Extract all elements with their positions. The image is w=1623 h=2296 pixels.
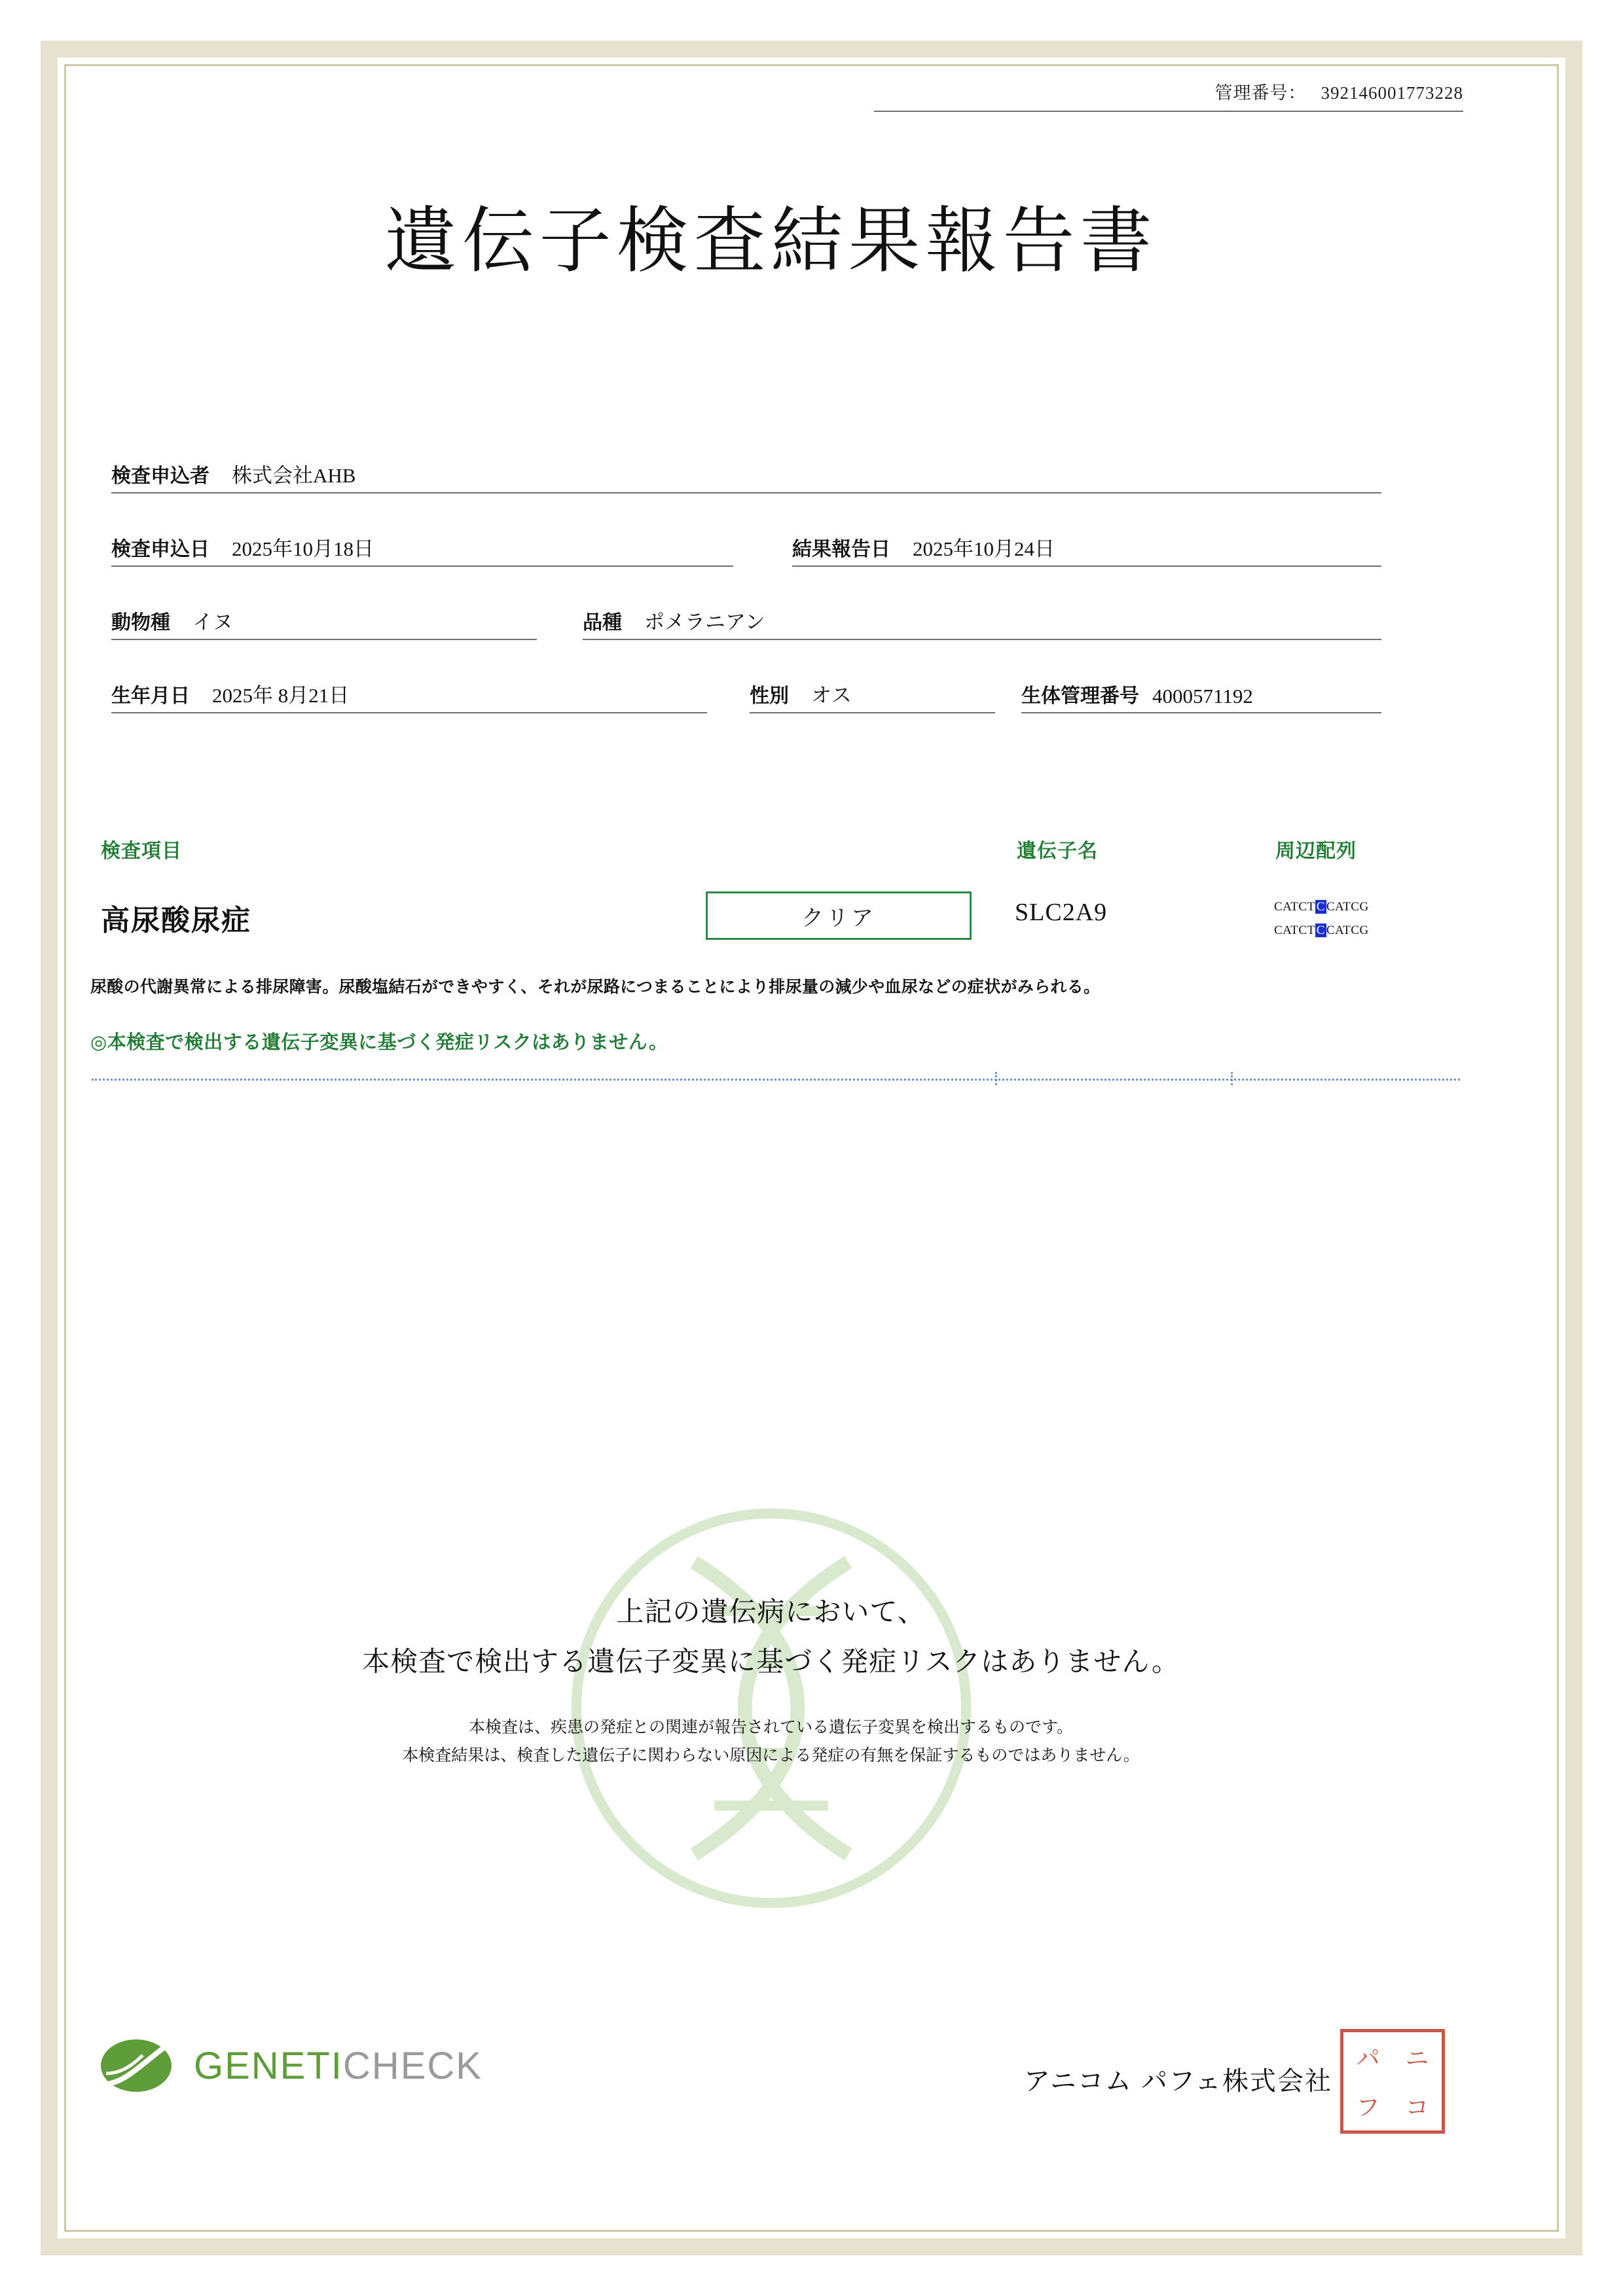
results-table-header	[90, 834, 1459, 861]
birth-value: 2025年 8月21日	[212, 684, 350, 707]
field-applicant	[111, 446, 1381, 493]
disease-name: 高尿酸尿症	[101, 905, 251, 937]
control-number-label: 管理番号：	[1214, 83, 1307, 103]
brand-name-part2: CHECK	[342, 2044, 483, 2087]
breed-value: ポメラニアン	[644, 611, 765, 634]
report-date-label: 結果報告日	[792, 539, 890, 560]
animal-id-label: 生体管理番号	[1021, 685, 1139, 707]
brand-name	[194, 2044, 483, 2088]
sex-label: 性別	[750, 685, 789, 707]
field-apply-date	[111, 520, 733, 567]
sex-value: オス	[811, 684, 852, 707]
column-header-sequence: 周辺配列	[1275, 840, 1357, 862]
summary-line-2: 本検査で検出する遺伝子変異に基づく発症リスクはありません。	[362, 1646, 1180, 1677]
apply-date-value: 2025年10月18日	[232, 537, 374, 560]
field-breed	[583, 593, 1381, 640]
info-row-birth	[111, 652, 1434, 725]
column-header-gene: 遺伝子名	[1017, 840, 1098, 862]
apply-date-label: 検査申込日	[111, 539, 210, 560]
leaf-icon	[98, 2036, 177, 2096]
gene-name: SLC2A9	[1015, 899, 1108, 926]
summary-line-1: 上記の遺伝病において、	[616, 1596, 926, 1627]
sequence-block	[1274, 895, 1369, 942]
summary-note-line-2: 本検査結果は、検査した遺伝子に関わらない原因による発症の有無を保証するものではありません。	[402, 1746, 1140, 1765]
animal-id-value: 4000571192	[1152, 685, 1253, 708]
brand-name-part1: GENETI	[194, 2044, 343, 2087]
seal-char-1: パ	[1356, 2045, 1380, 2072]
summary-note	[79, 1713, 1463, 1769]
info-row-dates	[111, 505, 1434, 579]
birth-label: 生年月日	[111, 685, 190, 707]
field-animal-id	[1021, 666, 1381, 713]
report-date-value: 2025年10月24日	[913, 537, 1055, 560]
field-birth	[111, 666, 707, 713]
field-sex	[750, 666, 995, 713]
table-row	[90, 884, 1459, 962]
applicant-value: 株式会社AHB	[232, 464, 356, 487]
sequence-highlight-1: C	[1316, 900, 1325, 914]
species-value: イヌ	[192, 611, 233, 634]
field-species	[111, 593, 537, 640]
breed-label: 品種	[583, 612, 622, 634]
info-row-applicant	[111, 432, 1434, 505]
disease-risk-note: ◎本検査で検出する遺伝子変異に基づく発症リスクはありません。	[90, 1032, 668, 1053]
sequence-suffix-2: CATCG	[1326, 924, 1369, 938]
sequence-prefix-2: CATCT	[1274, 924, 1315, 938]
column-header-item: 検査項目	[101, 840, 182, 862]
page-title: 遺伝子検査結果報告書	[384, 202, 1158, 281]
footer	[79, 2009, 1463, 2153]
summary-block	[79, 1590, 1463, 1769]
sequence-highlight-2: C	[1316, 924, 1325, 938]
row-divider-tick-left	[995, 1072, 997, 1085]
row-divider	[92, 1079, 1460, 1081]
sequence-line-1	[1274, 895, 1369, 919]
document-content	[79, 65, 1463, 2127]
control-number	[874, 79, 1463, 112]
seal-char-4: コ	[1405, 2094, 1429, 2121]
info-row-species	[111, 579, 1434, 652]
applicant-label: 検査申込者	[111, 465, 210, 487]
sequence-suffix-1: CATCG	[1326, 900, 1369, 914]
company-name: アニコム パフェ株式会社	[1023, 2067, 1332, 2096]
field-report-date	[792, 520, 1381, 567]
row-divider-tick-right	[1231, 1072, 1233, 1085]
brand-logo	[98, 2036, 483, 2096]
applicant-info-block	[111, 432, 1434, 725]
species-label: 動物種	[111, 612, 170, 634]
sequence-prefix-1: CATCT	[1274, 900, 1315, 914]
control-number-value: 392146001773228	[1321, 83, 1463, 103]
seal-char-3: フ	[1356, 2094, 1380, 2121]
status-badge: クリア	[706, 891, 972, 940]
summary-note-line-1: 本検査は、疾患の発症との関連が報告されている遺伝子変異を検出するものです。	[468, 1718, 1073, 1736]
sequence-line-2	[1274, 919, 1369, 942]
company-seal	[1340, 2029, 1445, 2134]
seal-char-2: ニ	[1405, 2045, 1429, 2072]
disease-description: 尿酸の代謝異常による排尿障害。尿酸塩結石ができやすく、それが尿路につまることにより排尿量の減少や血尿などの症状がみられる。	[90, 978, 1101, 996]
